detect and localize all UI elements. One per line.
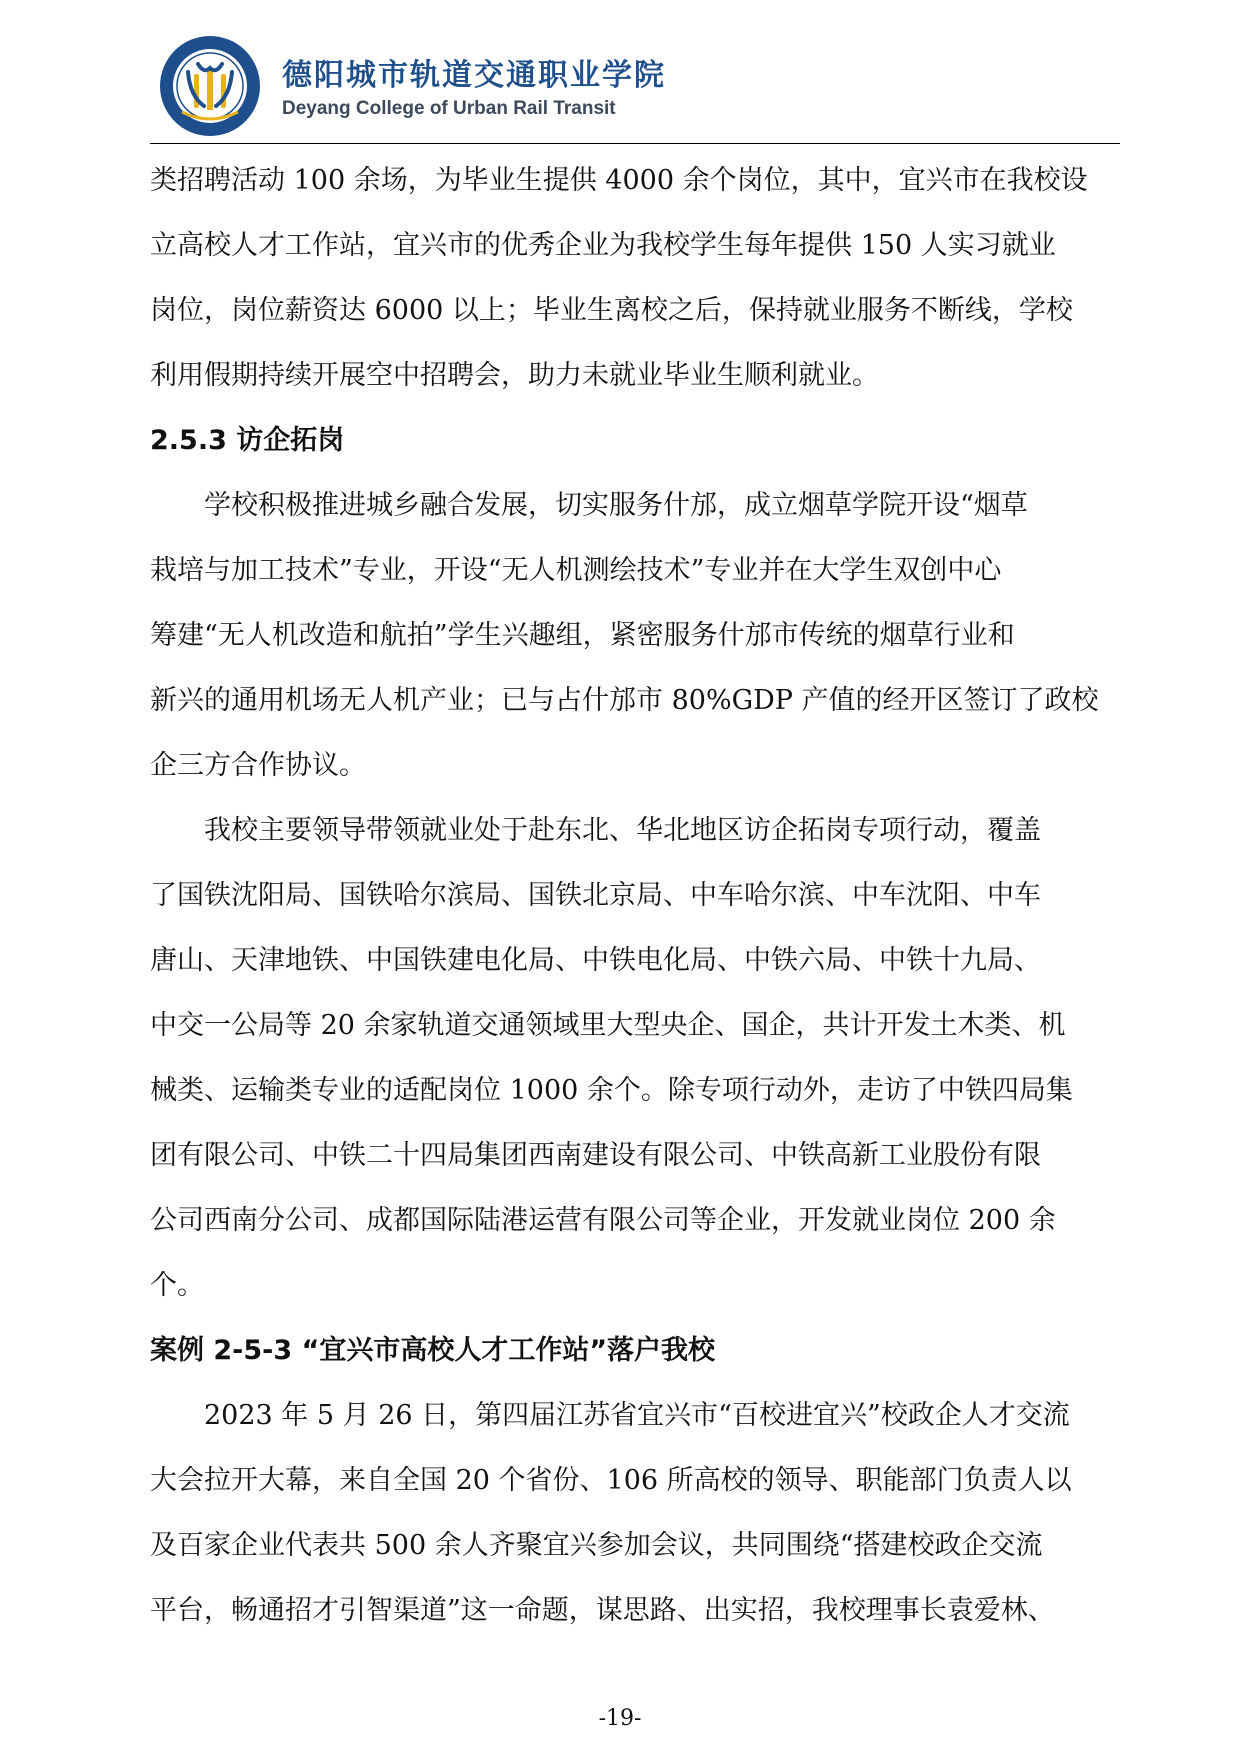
body-line: 企三方合作协议。 — [150, 750, 366, 781]
page-number: -19- — [598, 1706, 642, 1731]
school-brand — [282, 58, 666, 122]
body-line: 栽培与加工技术”专业，开设“无人机测绘技术”专业并在大学生双创中心 — [150, 555, 1002, 586]
body-line: 械类、运输类专业的适配岗位 1000 余个。除专项行动外，走访了中铁四局集 — [150, 1075, 1073, 1106]
case-heading: 案例 2-5-3 “宜兴市高校人才工作站”落户我校 — [150, 1335, 716, 1366]
page-body — [150, 148, 1120, 1643]
body-line: 类招聘活动 100 余场，为毕业生提供 4000 余个岗位，其中，宜兴市在我校设 — [150, 165, 1088, 196]
body-line: 立高校人才工作站，宜兴市的优秀企业为我校学生每年提供 150 人实习就业 — [150, 230, 1056, 261]
school-name-en: Deyang College of Urban Rail Transit — [282, 98, 616, 119]
school-seal-icon — [158, 34, 262, 138]
header-divider — [150, 143, 1120, 144]
body-line: 学校积极推进城乡融合发展，切实服务什邡，成立烟草学院开设“烟草 — [204, 490, 1028, 521]
body-line: 筹建“无人机改造和航拍”学生兴趣组，紧密服务什邡市传统的烟草行业和 — [150, 620, 1015, 651]
body-line: 团有限公司、中铁二十四局集团西南建设有限公司、中铁高新工业股份有限 — [150, 1140, 1041, 1171]
body-line: 岗位，岗位薪资达 6000 以上；毕业生离校之后，保持就业服务不断线，学校 — [150, 295, 1073, 326]
school-name-cn: 德阳城市轨道交通职业学院 — [282, 58, 666, 93]
page-header — [150, 24, 1120, 144]
body-line: 唐山、天津地铁、中国铁建电化局、中铁电化局、中铁六局、中铁十九局、 — [150, 945, 1041, 976]
body-line: 2023 年 5 月 26 日，第四届江苏省宜兴市“百校进宜兴”校政企人才交流 — [204, 1400, 1070, 1431]
body-line: 及百家企业代表共 500 余人齐聚宜兴参加会议，共同围绕“搭建校政企交流 — [150, 1530, 1043, 1561]
body-line: 个。 — [150, 1270, 204, 1301]
body-line: 我校主要领导带领就业处于赴东北、华北地区访企拓岗专项行动，覆盖 — [204, 815, 1041, 846]
body-line: 公司西南分公司、成都国际陆港运营有限公司等企业，开发就业岗位 200 余 — [150, 1205, 1056, 1236]
body-line: 新兴的通用机场无人机产业；已与占什邡市 80%GDP 产值的经开区签订了政校 — [150, 685, 1099, 716]
body-line: 利用假期持续开展空中招聘会，助力未就业毕业生顺利就业。 — [150, 360, 879, 391]
body-line: 了国铁沈阳局、国铁哈尔滨局、国铁北京局、中车哈尔滨、中车沈阳、中车 — [150, 880, 1041, 911]
body-line: 中交一公局等 20 余家轨道交通领域里大型央企、国企，共计开发土木类、机 — [150, 1010, 1066, 1041]
body-line: 大会拉开大幕，来自全国 20 个省份、106 所高校的领导、职能部门负责人以 — [150, 1465, 1072, 1496]
body-line: 平台，畅通招才引智渠道”这一命题，谋思路、出实招，我校理事长袁爱林、 — [150, 1595, 1055, 1626]
section-heading: 2.5.3 访企拓岗 — [150, 425, 345, 456]
